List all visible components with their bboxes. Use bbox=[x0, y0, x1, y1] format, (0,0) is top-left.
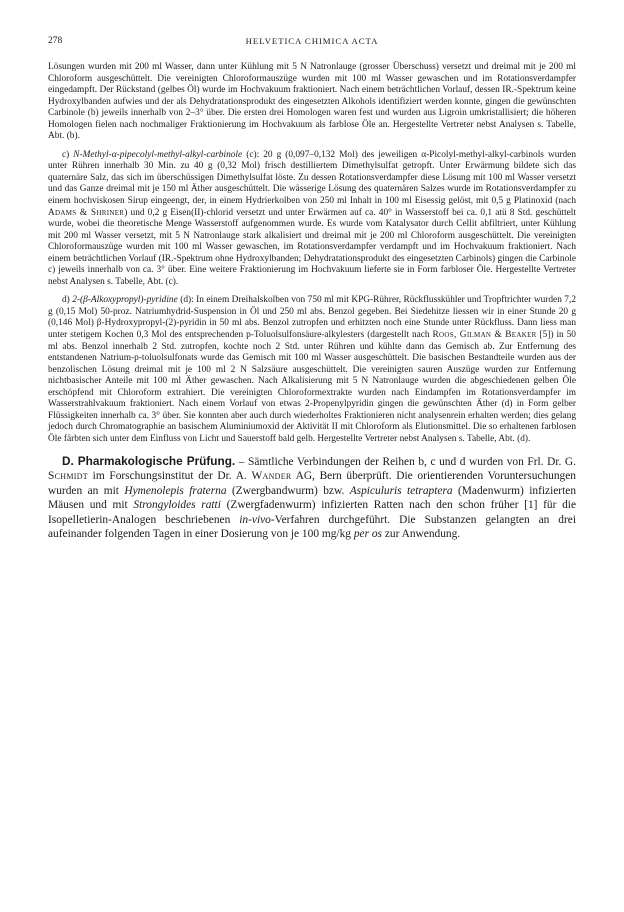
paragraph-b-workup: Lösungen wurden mit 200 ml Wasser, dann unter Kühlung mit 5 N Natronlauge (grosser Überschuss) versetzt und dreimal mit je 200 ml Chloroform ausgeschüttelt. Die vereinigten Chloroformauszüge wurden mit 100 ml Wasser gewaschen und im Rotationsverdampfer eingedampft. Der Rückstand (gelbes Öl) wurde im Hochvakuum fraktioniert. Nach einem beträchtlichen Vorlauf, dessen IR.-Spektrum keine Hydroxylbanden aufwies und der als Dehydratationsprodukt des eingesetzten Alkohols identifiziert werden konnte, gingen die gewünschten Carbinole (b) jeweils innerhalb von 2–3° über. Die ersten drei Homologen waren fest und wurden aus Ligroin umkristallisiert; die höheren Homologen fielen nach nochmaliger Fraktionierung im Hochvakuum als farblose Öle an. Hergestellte Vertreter nebst Analysen s. Tabelle, Abt. (b). bbox=[48, 62, 576, 142]
paragraph-c-pipecolyl bbox=[48, 150, 576, 289]
page-body bbox=[48, 62, 576, 542]
paragraph-text: : In einem Dreihalskolben von 750 ml mit KPG-Rührer, Rückflusskühler und Tropftrichter wurden 7,2 g (0,15 Mol) 50-proz. Natriumhydrid-Suspension in Öl und 250 ml abs. Benzol gegeben. Bei Siedehitze liessen wir in einer Stunde 20 g (0,146 Mol) β-Hydroxypropyl-(2)-pyridin in 50 ml abs. Benzol zutropfen und erhitzten noch eine Stunde unter Rückfluss. Dann liess man unter stetigem Kochen 0,3 Mol des entsprechenden p-Toluolsulfonsäure-alkylesters (dargestellt nach bbox=[48, 295, 576, 341]
author-names: Adams & Shriner bbox=[48, 207, 125, 218]
author-names: Roos, Gilman & Beaker bbox=[432, 330, 537, 341]
section-d-pharmacology bbox=[48, 454, 576, 543]
paragraph-text: (Zwergbandwurm) bzw. bbox=[226, 484, 350, 497]
page-header bbox=[48, 36, 576, 50]
paragraph-text: -Verfahren durchgeführt. Die Substanzen gelangten an drei aufeinander folgenden Tagen in einer Dosierung von je 100 mg/kg bbox=[48, 513, 576, 541]
page-number: 278 bbox=[48, 36, 63, 46]
section-label: c) bbox=[62, 149, 70, 160]
paragraph-text: (Zwergfadenwurm) infizierten Ratten nach den schon früher [1] für die Isopelletierin-Analogen beschriebenen bbox=[48, 499, 576, 526]
section-label: d) bbox=[62, 295, 70, 306]
compound-title: 2-(β-Alkoxypropyl)-pyridine bbox=[72, 295, 178, 306]
latin-phrase: per os bbox=[353, 528, 382, 541]
paragraph-text: (Madenwurm) infizierten Mäusen und mit bbox=[48, 484, 577, 512]
paragraph-d-alkoxypropyl bbox=[48, 295, 576, 445]
section-heading: D. Pharmakologische Prüfung. bbox=[62, 453, 236, 468]
company-name: Wander bbox=[251, 470, 292, 483]
journal-title: HELVETICA CHIMICA ACTA bbox=[245, 36, 379, 46]
paragraph-text: [5]) in 50 ml abs. Benzol innerhalb 2 Std. zutropfen, kochte noch 2 Std. unter Rühren und kühlte dann das Gemisch ab. Zur Entfernung des entstandenen Natrium-p-toluolsulfonats wurde das Gemisch mit 100 ml Wasser ausgeschüttelt. Die basischen Bestandteile wurden aus der benzolischen Lösung dreimal mit je 100 ml 2 N Salzsäure ausgeschüttelt. Die vereinigten sauren Auszüge wurden zur Entfernung nichtbasischer Anteile mit 100 ml Äther gewaschen. Nach Alkalisierung mit 5 N Natronlauge wurden die abgeschiedenen gelben Öle erschöpfend mit Chloroform extrahiert. Die vereinigten Chloroformextrakte wurden nach Eindampfen im Rotationsverdampfer im Wasserstrahlvakuum fraktioniert. Nach einem Vorlauf von etwas 2-Propenylpyridin gingen die gewünschten Äther (d) in Form gelber Flüssigkeiten innerhalb ca. 3° über. Sie konnten aber auch durch wiederholtes Fraktionieren nicht analysenrein erhalten werden; dies gelang jedoch durch Chromatographie an basischem Aluminiumoxid der Aktivität II mit Chloroform als Elutionsmittel. Die so erhaltenen farblosen Öle färbten sich unter dem Einfluss von Licht und Sauerstoff bald gelb. Hergestellte Vertreter nebst Analysen s. Tabelle, Abt. (d). bbox=[48, 330, 576, 444]
species-name: Aspiculuris tetraptera bbox=[349, 484, 453, 497]
compound-title: N-Methyl-α-pipecolyl-methyl-alkyl-carbinole bbox=[73, 149, 243, 160]
paragraph-text: AG, Bern überprüft. Die orientierenden Voruntersuchungen wurden an mit bbox=[48, 470, 577, 497]
latin-phrase: in-vivo bbox=[239, 513, 271, 526]
person-name: Schmidt bbox=[48, 470, 88, 483]
paragraph-text: im Forschungsinstitut der Dr. A. bbox=[88, 470, 252, 483]
paragraph-text: : 20 g (0,097–0,132 Mol) des jeweiligen α-Picolyl-methyl-alkyl-carbinols wurden unter Rühren innerhalb 30 Min. zu 40 g (0,32 Mol) frisch destilliertem Dimethylsulfat getropft. Unter Erwärmung bildete sich das quaternäre Salz, das sich im überschüssigen Dimethylsulfat löste. Zu dessen Rotationsverdampfer diese Lösung mit 100 ml Wasser versetzt und das Ganze dreimal mit je 150 ml Äther ausgeschüttelt. Die wässerige Lösung des quaternären Salzes wurde im Rotationsverdampfer zu einem hochviskosen Sirup eingeengt, der, in einem Hydrierkolben von 250 ml Inhalt in 100 ml Eisessig gelöst, mit 0,5 g Platinoxid (nach bbox=[48, 149, 576, 207]
paragraph-text: ) und 0,2 g Eisen(II)-chlorid versetzt und unter Erwärmen auf ca. 40° in Wasserstoff bei ca. 0,1 atü 8 Std. geschüttelt wurde, wobei die theoretische Menge Wasserstoff aufgenommen wurde. Es wurde vom Katalysator durch Cellit abfiltriert, unter Kühlung mit 200 ml Wasser versetzt, mit 5 N Natronlauge stark alkalisiert und dreimal mit je 200 ml Chloroform ausgeschüttelt. Die vereinigten Chloroformauszüge wurden mit 100 ml Wasser gewaschen, im Rotationsverdampfer verdampft und im Hochvakuum fraktioniert. Nach einem beträchtlichen Vorlauf (IR.-Spektrum ohne Hydroxylbanden; Dehydratationsprodukt des eingesetzten Carbinols) gingen die Carbinole c) jeweils innerhalb von ca. 3° über. Eine weitere Fraktionierung im Hochvakuum lieferte sie in Form farbloser Öle. Hergestellte Vertreter nebst Analysen s. Tabelle, Abt. (c). bbox=[48, 207, 577, 287]
paragraph-text: – Sämtliche Verbindungen der Reihen b, c und d wurden von Frl. Dr. G. bbox=[235, 455, 576, 468]
species-name: Hymenolepis fraterna bbox=[124, 484, 227, 497]
paragraph-text: zur Anwendung. bbox=[382, 528, 461, 541]
compound-ref: (c) bbox=[246, 149, 257, 160]
species-name: Strongyloides ratti bbox=[133, 499, 221, 512]
compound-ref: (d) bbox=[180, 295, 192, 306]
